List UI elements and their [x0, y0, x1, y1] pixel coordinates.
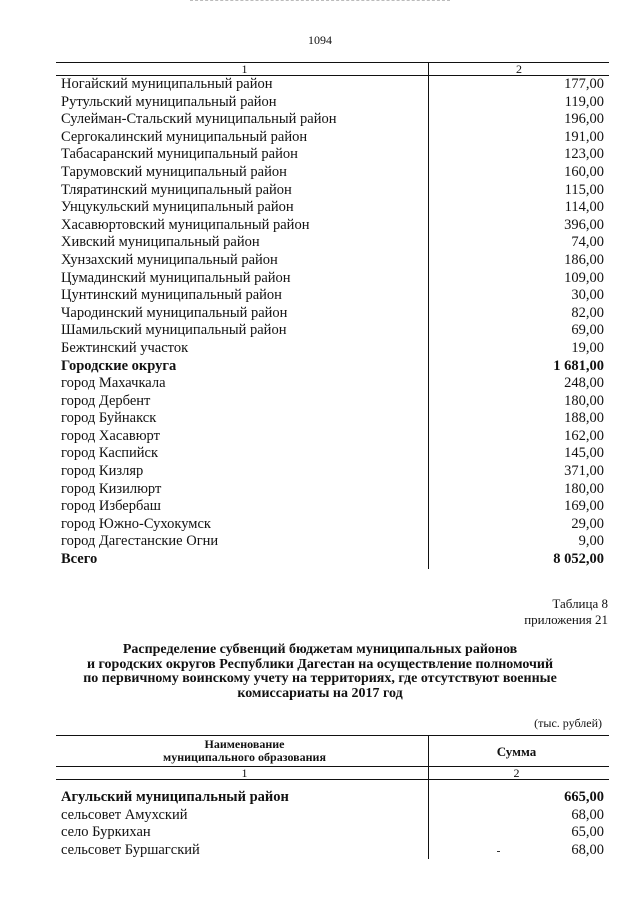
subsidy-table-8	[56, 735, 609, 859]
amount-value: 162,00	[429, 428, 610, 446]
heading-line: Распределение субвенций бюджетам муниципальных районов	[122, 642, 518, 657]
table-row	[56, 182, 609, 200]
table-row	[56, 824, 609, 842]
table-row	[56, 393, 609, 411]
header-sum: Сумма	[429, 736, 610, 767]
municipality-name: Бежтинский участок	[61, 339, 189, 356]
amount-value: 82,00	[429, 305, 610, 323]
municipality-name: Тляратинский муниципальный район	[61, 181, 292, 198]
amount-value: 180,00	[429, 393, 610, 411]
municipality-name: Хунзахский муниципальный район	[61, 251, 278, 268]
municipality-name: Всего	[61, 551, 98, 568]
amount-value: 196,00	[429, 111, 610, 129]
table-row	[56, 428, 609, 446]
table-row	[56, 94, 609, 112]
amount-value: 30,00	[429, 287, 610, 305]
table-row	[56, 516, 609, 534]
municipality-name: сельсовет Амухский	[61, 806, 188, 823]
table-row	[56, 463, 609, 481]
amount-value: 114,00	[429, 199, 610, 217]
municipality-name: Унцукульский муниципальный район	[61, 199, 294, 216]
spacer-row	[56, 780, 609, 790]
table-row	[56, 252, 609, 270]
table-row	[56, 358, 609, 376]
column-number-2: 2	[429, 63, 610, 76]
table-header-row	[56, 63, 609, 76]
municipality-name: город Хасавюрт	[61, 427, 160, 444]
section-heading	[40, 643, 600, 701]
municipality-name: Сулейман-Стальский муниципальный район	[61, 111, 337, 128]
table-row	[56, 340, 609, 358]
table-row	[56, 481, 609, 499]
table-row	[56, 146, 609, 164]
municipality-name: Хасавюртовский муниципальный район	[61, 216, 310, 233]
table-row	[56, 551, 609, 569]
table-row	[56, 129, 609, 147]
amount-value: 248,00	[429, 375, 610, 393]
amount-value: 665,00	[429, 789, 610, 807]
amount-value: 145,00	[429, 445, 610, 463]
municipality-name: город Буйнакск	[61, 410, 157, 427]
table-row	[56, 842, 609, 860]
table-row	[56, 111, 609, 129]
municipality-name: Ногайский муниципальный район	[61, 76, 273, 92]
table-row	[56, 287, 609, 305]
table-row	[56, 789, 609, 807]
amount-value: 19,00	[429, 340, 610, 358]
amount-value: 29,00	[429, 516, 610, 534]
header-line: муниципального образования	[163, 750, 326, 764]
table-row	[56, 807, 609, 825]
municipality-name: город Кизилюрт	[61, 480, 162, 497]
municipality-name: Шамильский муниципальный район	[61, 322, 287, 339]
municipality-name: город Махачкала	[61, 375, 166, 392]
municipality-name: город Южно-Сухокумск	[61, 515, 211, 532]
municipality-name: Табасаранский муниципальный район	[61, 146, 298, 163]
header-municipality	[56, 736, 429, 767]
subsidy-table-continued	[56, 62, 609, 569]
table-row	[56, 270, 609, 288]
municipality-name: Цумадинский муниципальный район	[61, 269, 291, 286]
table-row	[56, 533, 609, 551]
table-caption	[524, 596, 608, 628]
municipality-name: Цунтинский муниципальный район	[61, 287, 282, 304]
amount-value: 68,00	[429, 842, 610, 860]
amount-value: 123,00	[429, 146, 610, 164]
amount-value: 177,00	[429, 76, 610, 94]
amount-value: 9,00	[429, 533, 610, 551]
spacer-cell	[56, 780, 429, 790]
column-number-row	[56, 767, 609, 780]
municipality-name: село Буркихан	[61, 824, 151, 841]
municipality-name: город Каспийск	[61, 445, 159, 462]
municipality-name: Тарумовский муниципальный район	[61, 163, 287, 180]
amount-value: 396,00	[429, 217, 610, 235]
column-number-1: 1	[56, 63, 429, 76]
municipality-name: Агульский муниципальный район	[61, 789, 289, 805]
table-row	[56, 322, 609, 340]
spacer-cell	[429, 780, 610, 790]
scan-artifact	[190, 0, 450, 5]
amount-value: 65,00	[429, 824, 610, 842]
municipality-name: город Дербент	[61, 392, 151, 409]
table-row	[56, 498, 609, 516]
page-number: 1094	[308, 33, 332, 47]
table-row	[56, 234, 609, 252]
heading-line: по первичному воинскому учету на территориях, где отсутствуют военные	[83, 671, 557, 686]
amount-value: 191,00	[429, 129, 610, 147]
amount-value: 160,00	[429, 164, 610, 182]
heading-line: и городских округов Республики Дагестан на осуществление полномочий	[86, 656, 554, 672]
table-header-row	[56, 736, 609, 767]
amount-value: 119,00	[429, 94, 610, 112]
column-number-2: 2	[429, 767, 610, 780]
municipality-name: Чародинский муниципальный район	[61, 304, 288, 321]
column-number-1: 1	[56, 767, 429, 780]
municipality-name: Городские округа	[61, 357, 177, 374]
scan-mark	[497, 851, 500, 852]
amount-value: 188,00	[429, 410, 610, 428]
municipality-name: сельсовет Буршагский	[61, 841, 200, 858]
amount-value: 169,00	[429, 498, 610, 516]
amount-value: 180,00	[429, 481, 610, 499]
amount-value: 74,00	[429, 234, 610, 252]
header-line: Наименование	[204, 737, 285, 751]
table-row	[56, 375, 609, 393]
amount-value: 186,00	[429, 252, 610, 270]
amount-value: 69,00	[429, 322, 610, 340]
table-row	[56, 76, 609, 94]
municipality-name: город Кизляр	[61, 463, 144, 480]
municipality-name: Хивский муниципальный район	[61, 234, 260, 251]
table-row	[56, 199, 609, 217]
amount-value: 115,00	[429, 182, 610, 200]
amount-value: 371,00	[429, 463, 610, 481]
heading-line: комиссариаты на 2017 год	[237, 685, 403, 701]
amount-value: 109,00	[429, 270, 610, 288]
municipality-name: Сергокалинский муниципальный район	[61, 128, 308, 145]
table-row	[56, 217, 609, 235]
amount-value: 68,00	[429, 807, 610, 825]
municipality-name: город Избербаш	[61, 498, 161, 515]
table-number-label: Таблица 8	[552, 596, 608, 611]
table-row	[56, 410, 609, 428]
appendix-label: приложения 21	[524, 612, 608, 627]
amount-value: 1 681,00	[429, 358, 610, 376]
units-label: (тыс. рублей)	[534, 716, 602, 730]
table-row	[56, 164, 609, 182]
amount-value: 8 052,00	[429, 551, 610, 569]
municipality-name: Рутульский муниципальный район	[61, 93, 277, 110]
municipality-name: город Дагестанские Огни	[61, 533, 219, 550]
table-row	[56, 445, 609, 463]
table-row	[56, 305, 609, 323]
